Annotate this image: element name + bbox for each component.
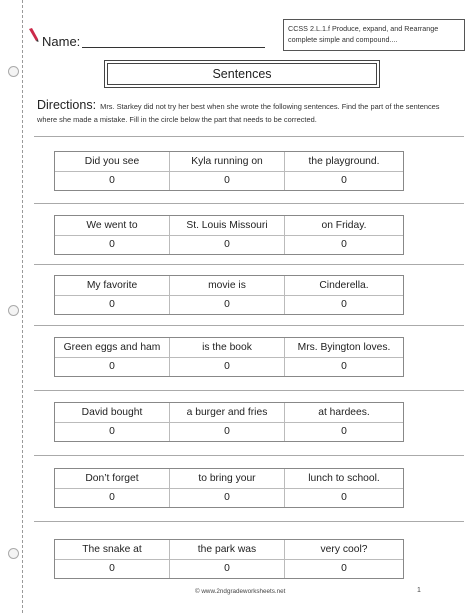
answer-bubble[interactable]: 0 [170,172,285,190]
sentence-part: David bought [55,403,170,423]
answer-bubble[interactable]: 0 [55,358,170,376]
answer-bubble[interactable]: 0 [170,358,285,376]
sentence-part: St. Louis Missouri [170,216,285,236]
divider [34,390,464,391]
question-7 [54,539,404,579]
answer-bubble[interactable]: 0 [341,492,347,503]
divider [34,203,464,204]
answer-bubble[interactable]: 0 [55,236,170,254]
answer-bubble[interactable]: 0 [341,426,347,437]
answer-bubble[interactable]: 0 [170,423,285,441]
sentence-part: at hardees. [285,403,403,423]
page-number: 1 [417,587,421,594]
question-2 [54,215,404,255]
website-credit: © www.2ndgradeworksheets.net [195,588,286,595]
punch-hole [8,305,19,316]
question-5 [54,402,404,442]
answer-bubble[interactable]: 0 [341,361,347,372]
question-4 [54,337,404,377]
answer-bubble[interactable]: 0 [55,489,170,507]
question-3 [54,275,404,315]
answer-bubble[interactable]: 0 [341,239,347,250]
title-box [104,60,380,88]
answer-bubble[interactable]: 0 [55,423,170,441]
page-title: Sentences [107,63,377,85]
directions-text: Mrs. Starkey did not try her best when she wrote the following sentences. Find the part of the sentences where she made a mistake. Fill in the circle below the part that needs to be corrected. [37,102,440,124]
sentence-part: a burger and fries [170,403,285,423]
divider [34,325,464,326]
punch-hole [8,548,19,559]
answer-bubble[interactable]: 0 [170,296,285,314]
name-field[interactable] [82,47,265,48]
standard-box: CCSS 2.L.1.f Produce, expand, and Rearrange complete simple and compound.... [283,19,465,51]
answer-bubble[interactable]: 0 [341,175,347,186]
answer-bubble[interactable]: 0 [170,560,285,578]
answer-bubble[interactable]: 0 [55,560,170,578]
divider [34,521,464,522]
sentence-part: Mrs. Byington loves. [285,338,403,358]
directions [37,99,457,126]
sentence-part: on Friday. [285,216,403,236]
sentence-part: lunch to school. [285,469,403,489]
question-6 [54,468,404,508]
answer-bubble[interactable]: 0 [55,296,170,314]
answer-bubble[interactable]: 0 [170,236,285,254]
answer-bubble[interactable]: 0 [341,299,347,310]
answer-bubble[interactable]: 0 [170,489,285,507]
divider [34,455,464,456]
name-label: Name: [42,34,81,49]
sentence-part: Green eggs and ham [55,338,170,358]
divider [34,264,464,265]
answer-bubble[interactable]: 0 [341,563,347,574]
question-1 [54,151,404,191]
answer-bubble[interactable]: 0 [55,172,170,190]
pencil-icon [27,28,39,42]
sentence-part: Don’t forget [55,469,170,489]
sentence-part: Kyla running on [170,152,285,172]
punch-hole [8,66,19,77]
sentence-part: We went to [55,216,170,236]
sentence-part: the park was [170,540,285,560]
divider [34,136,464,137]
margin-dashed-line [22,0,24,613]
sentence-part: movie is [170,276,285,296]
sentence-part: is the book [170,338,285,358]
directions-label: Directions: [37,98,97,112]
sentence-part: The snake at [55,540,170,560]
sentence-part: very cool? [285,540,403,560]
sentence-part: My favorite [55,276,170,296]
sentence-part: the playground. [285,152,403,172]
sentence-part: to bring your [170,469,285,489]
sentence-part: Cinderella. [285,276,403,296]
sentence-part: Did you see [55,152,170,172]
